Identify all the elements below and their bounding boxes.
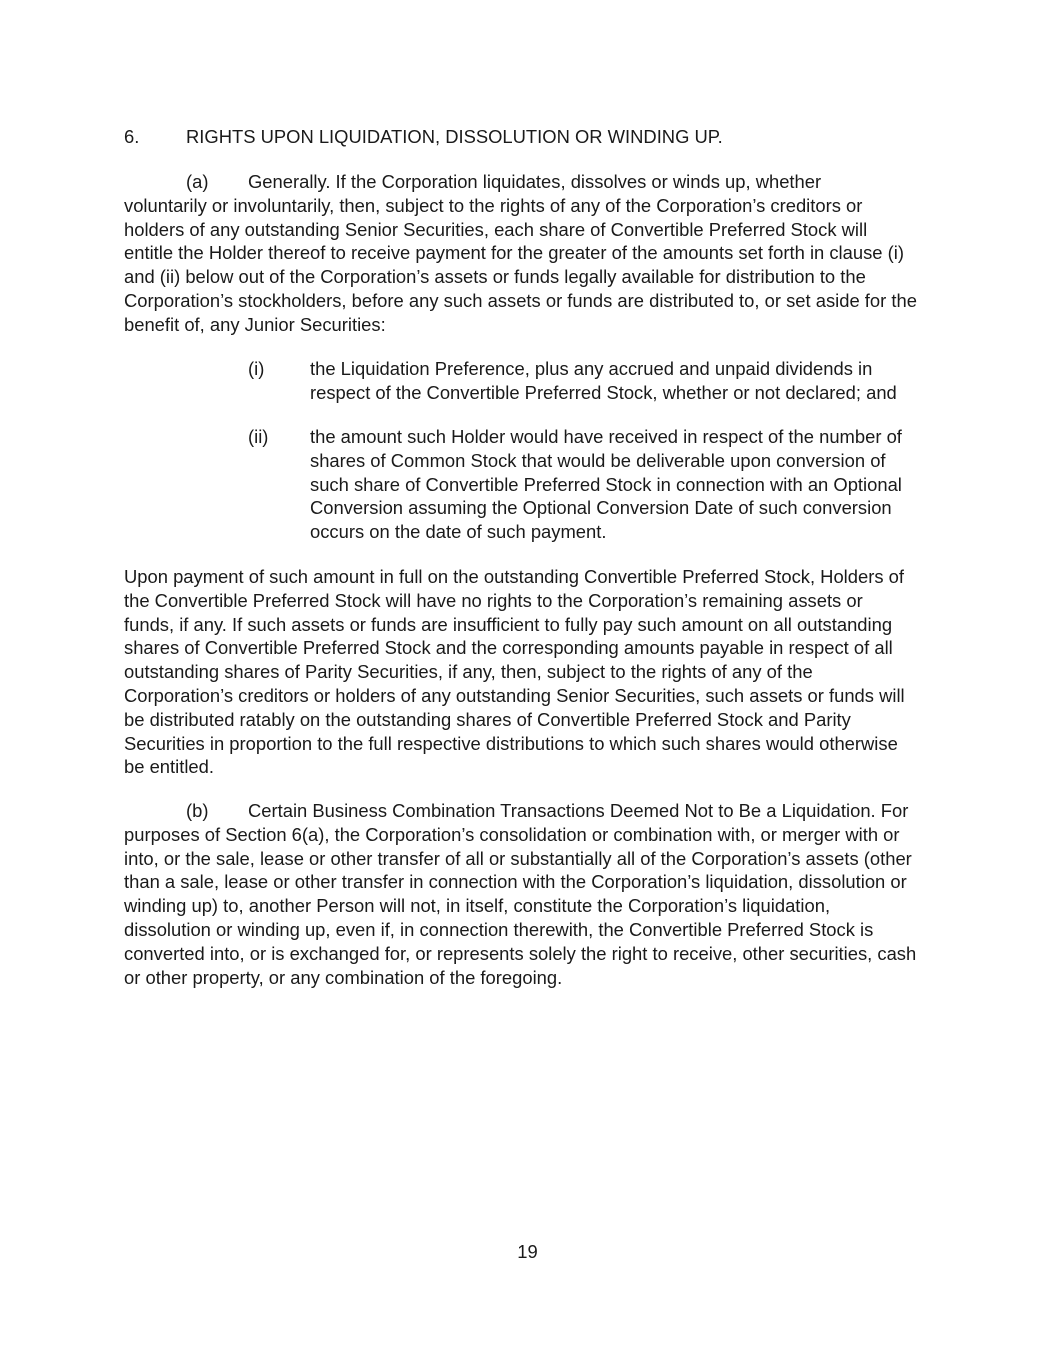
paragraph-b-line-8: or other property, or any combination of the foregoing.	[124, 966, 563, 988]
clause-ii-line-2: shares of Common Stock that would be deliverable upon conversion of	[310, 449, 886, 471]
clause-ii-line-5: occurs on the date of such payment.	[310, 521, 607, 543]
clause-ii-line-3: such share of Convertible Preferred Stock in connection with an Optional	[310, 473, 902, 495]
page-number: 19	[517, 1241, 538, 1262]
upon-line-6: Corporation’s creditors or holders of any outstanding Senior Securities, such assets or funds will	[124, 684, 905, 706]
paragraph-b-line-4: than a sale, lease or other transfer in connection with the Corporation’s liquidation, dissolution or	[124, 871, 907, 893]
paragraph-b-label: (b)	[186, 800, 209, 821]
section-title: RIGHTS UPON LIQUIDATION, DISSOLUTION OR WINDING UP.	[186, 126, 723, 147]
upon-line-7: be distributed ratably on the outstanding shares of Convertible Preferred Stock and Parity	[124, 708, 851, 730]
clause-ii-marker: (ii)	[248, 426, 269, 447]
paragraph-upon-payment	[124, 565, 934, 779]
paragraph-b-line-7: converted into, or is exchanged for, or represents solely the right to receive, other securities, cash	[124, 942, 917, 964]
paragraph-b-line-6: dissolution or winding up, even if, in connection therewith, the Convertible Preferred Stock is	[124, 918, 874, 940]
paragraph-b	[124, 799, 934, 989]
paragraph-a-label: (a)	[186, 171, 209, 192]
section-heading	[124, 125, 723, 149]
paragraph-b-line-5: winding up) to, another Person will not, in itself, constitute the Corporation’s liquidation,	[124, 895, 831, 917]
clause-ii-line-4: Conversion assuming the Optional Conversion Date of such conversion	[310, 497, 892, 519]
paragraph-a-line-6: Corporation’s stockholders, before any such assets or funds are distributed to, or set aside for the	[124, 289, 917, 311]
clause-ii-line-1: the amount such Holder would have received in respect of the number of	[310, 426, 902, 447]
clause-i-marker: (i)	[248, 358, 265, 379]
upon-line-1: Upon payment of such amount in full on the outstanding Convertible Preferred Stock, Holders of	[124, 566, 904, 587]
clause-i-line-2: respect of the Convertible Preferred Stock, whether or not declared; and	[310, 381, 897, 403]
paragraph-b-line-3: into, or the sale, lease or other transfer of all or substantially all of the Corporation’s assets (other	[124, 847, 912, 869]
paragraph-b-line-1: (b) Certain Business Combination Transactions Deemed Not to Be a Liquidation. For	[186, 800, 909, 821]
upon-line-5: outstanding shares of Parity Securities, if any, then, subject to the rights of any of the	[124, 661, 813, 683]
paragraph-a-line-1: (a) Generally. If the Corporation liquidates, dissolves or winds up, whether	[186, 171, 822, 192]
paragraph-a-line-7: benefit of, any Junior Securities:	[124, 313, 386, 335]
upon-line-8: Securities in proportion to the full respective distributions to which such shares would otherwise	[124, 732, 898, 754]
clause-i-line-1: the Liquidation Preference, plus any accrued and unpaid dividends in	[310, 358, 873, 379]
upon-line-2: the Convertible Preferred Stock will have no rights to the Corporation’s remaining assets or	[124, 589, 863, 611]
paragraph-a-line-4: entitle the Holder thereof to receive payment for the greater of the amounts set forth in clause (i)	[124, 242, 904, 264]
upon-line-9: be entitled.	[124, 756, 214, 778]
paragraph-a-line-3: holders of any outstanding Senior Securities, each share of Convertible Preferred Stock will	[124, 218, 868, 240]
paragraph-a-line-5: and (ii) below out of the Corporation’s assets or funds legally available for distribution to the	[124, 266, 866, 288]
clause-i-text	[310, 357, 930, 405]
clause-ii-text	[310, 425, 930, 544]
upon-line-4: shares of Convertible Preferred Stock and the corresponding amounts payable in respect of all	[124, 637, 893, 659]
paragraph-b-line-2: purposes of Section 6(a), the Corporation’s consolidation or combination with, or merger with or	[124, 823, 900, 845]
section-number: 6.	[124, 126, 140, 147]
paragraph-a-line-2: voluntarily or involuntarily, then, subject to the rights of any of the Corporation’s creditors or	[124, 194, 863, 216]
upon-line-3: funds, if any. If such assets or funds are insufficient to fully pay such amount on all outstanding	[124, 613, 893, 635]
paragraph-a	[124, 170, 934, 337]
